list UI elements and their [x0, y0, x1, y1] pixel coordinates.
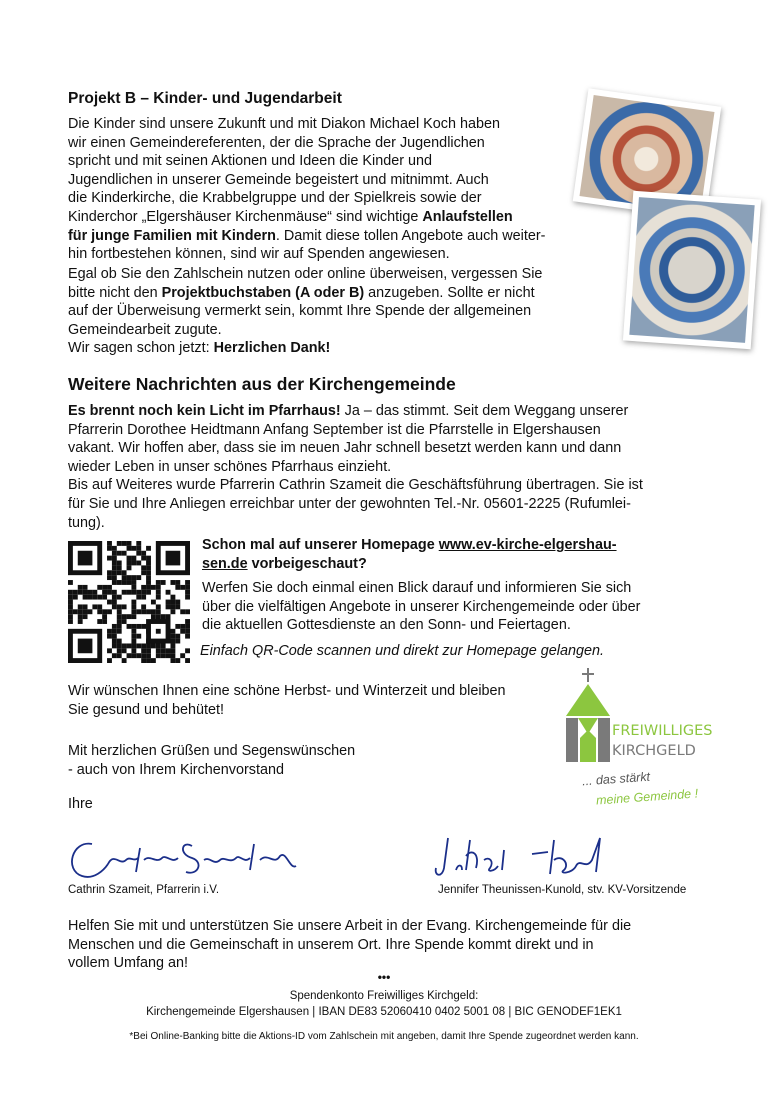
signature-left-name: Cathrin Szameit, Pfarrerin i.V. — [68, 884, 220, 896]
text-span: Wir sagen schon jetzt: — [68, 340, 214, 357]
homepage-question-line-2 — [202, 555, 672, 574]
text-span: vorbeigeschaut? — [247, 555, 367, 572]
bold-span: Anlaufstellen — [422, 208, 513, 225]
text-span: Ja – das stimmt. Seit dem Weggang unserer — [340, 403, 629, 419]
signature-cathrin — [64, 830, 304, 886]
text-line — [68, 339, 608, 358]
text-line: Pfarrerin Dorothee Heidtmann Anfang September ist die Pfarrstelle in Elgershausen — [68, 421, 601, 438]
text-line: Gemeindearbeit zugute. — [68, 321, 222, 338]
signature-jennifer — [432, 830, 612, 882]
text-span: Schon mal auf unserer Homepage — [202, 537, 439, 553]
text-line: Helfen Sie mit und unterstützen Sie unsere Arbeit in der Evang. Kirchengemeinde für die — [68, 918, 632, 934]
text-line: Werfen Sie doch einmal einen Blick darauf und informieren Sie sich — [202, 580, 632, 597]
homepage-block — [202, 536, 672, 635]
text-line: Mit herzlichen Grüßen und Segenswünschen — [68, 743, 356, 759]
homepage-link-cont[interactable]: sen.de — [202, 555, 248, 572]
text-line: die aktuellen Gottesdienste an den Sonn- und Feiertagen. — [202, 617, 571, 634]
text-line: vakant. Wir hoffen aber, dass sie im neuen Jahr schnell besetzt werden kann und dann — [68, 440, 622, 457]
signature-right-name: Jennifer Theunissen-Kunold, stv. KV-Vorsitzende — [438, 884, 687, 896]
text-span: bitte nicht den — [68, 284, 162, 301]
closing-ihre: Ihre — [68, 796, 93, 812]
text-line — [68, 227, 608, 246]
text-line: hin fortbestehen können, sind wir auf Spenden angewiesen. — [68, 246, 450, 263]
text-line: Bis auf Weiteres wurde Pfarrerin Cathrin Szameit die Geschäftsführung übertragen. Sie ist — [68, 477, 643, 494]
footer-note: *Bei Online-Banking bitte die Aktions-ID vom Zahlschein mit angeben, damit Ihre Spende zugeordnet werden kann. — [129, 1031, 639, 1042]
bold-span: Herzlichen Dank! — [213, 340, 331, 357]
text-line: spricht und mit seinen Aktionen und Ideen die Kinder und — [68, 153, 433, 170]
news-heading: Weitere Nachrichten aus der Kirchengemeinde — [68, 374, 456, 394]
text-span: Kinderchor „Elgershäuser Kirchenmäuse“ sind wichtige — [68, 208, 423, 225]
text-line: über die vielfältigen Angebote in unserer Kirchengemeinde oder über — [202, 598, 641, 615]
bold-span: Projektbuchstaben (A oder B) — [161, 284, 365, 301]
project-b-paragraph-2 — [68, 265, 608, 358]
text-line: für Sie und Ihre Anliegen erreichbar unter der gewohnten Tel.-Nr. 05601-2225 (Rufumlei- — [68, 495, 631, 512]
text-line — [68, 208, 608, 227]
text-line: Sie gesund und behütet! — [68, 701, 225, 718]
text-span: . Damit diese tollen Angebote auch weiter- — [275, 227, 546, 244]
closing-greeting — [68, 742, 468, 779]
footer-account-title: Spendenkonto Freiwilliges Kirchgeld: — [289, 990, 479, 1002]
text-line: tung). — [68, 514, 105, 531]
text-line — [68, 402, 718, 421]
bold-span: Es brennt noch kein Licht im Pfarrhaus! — [68, 403, 341, 419]
qr-code[interactable] — [68, 541, 190, 663]
logo-word-2: KIRCHGELD — [612, 743, 696, 759]
closing-wish — [68, 682, 568, 719]
homepage-link[interactable]: www.ev-kirche-elgershau- — [438, 537, 617, 553]
appeal-paragraph — [68, 917, 718, 973]
text-line: Wir wünschen Ihnen eine schöne Herbst- und Winterzeit und bleiben — [68, 683, 506, 699]
text-line: Egal ob Sie den Zahlschein nutzen oder online überweisen, vergessen Sie — [68, 266, 543, 282]
text-line: wir einen Gemeindereferenten, der die Sprache der Jugendlichen — [68, 134, 485, 151]
homepage-question-line-1 — [202, 536, 672, 555]
text-line: - auch von Ihrem Kirchenvorstand — [68, 761, 284, 778]
text-line: Jugendlichen in unserer Gemeinde begeistert und mitnimmt. Auch — [68, 171, 489, 188]
text-line — [68, 284, 608, 303]
project-b-paragraph-1 — [68, 115, 608, 264]
text-line: auf der Überweisung vermerkt sein, kommt Ihre Spende der allgemeinen — [68, 303, 532, 320]
logo-tagline-1: ... das stärkt — [581, 769, 651, 789]
qr-note: Einfach QR-Code scannen und direkt zur Homepage gelangen. — [200, 643, 604, 659]
text-line: vollem Umfang an! — [68, 955, 188, 972]
text-line: wieder Leben in unser schönes Pfarrhaus einzieht. — [68, 458, 392, 475]
photo-feet-circle — [623, 191, 761, 350]
bold-span: für junge Familien mit Kindern — [68, 227, 276, 244]
footer-account-line: Kirchengemeinde Elgershausen | IBAN DE83 52060410 0402 5001 08 | BIC GENODEF1EK1 — [146, 1006, 622, 1018]
text-line: Menschen und die Gemeinschaft in unserem Ort. Ihre Spende kommt direkt und in — [68, 936, 594, 953]
text-span: anzugeben. Sollte er nicht — [364, 284, 535, 301]
logo-tagline-2: meine Gemeinde ! — [595, 786, 699, 808]
church-icon — [564, 668, 614, 768]
footer-dots: ••• — [377, 970, 391, 984]
logo-word-1: FREIWILLIGES — [612, 723, 713, 739]
kirchgeld-logo — [556, 668, 716, 813]
news-paragraph — [68, 402, 718, 532]
project-b-heading: Projekt B – Kinder- und Jugendarbeit — [68, 90, 342, 107]
text-line: die Kinderkirche, die Krabbelgruppe und der Spielkreis sowie der — [68, 190, 482, 207]
text-line: Die Kinder sind unsere Zukunft und mit Diakon Michael Koch haben — [68, 116, 500, 132]
